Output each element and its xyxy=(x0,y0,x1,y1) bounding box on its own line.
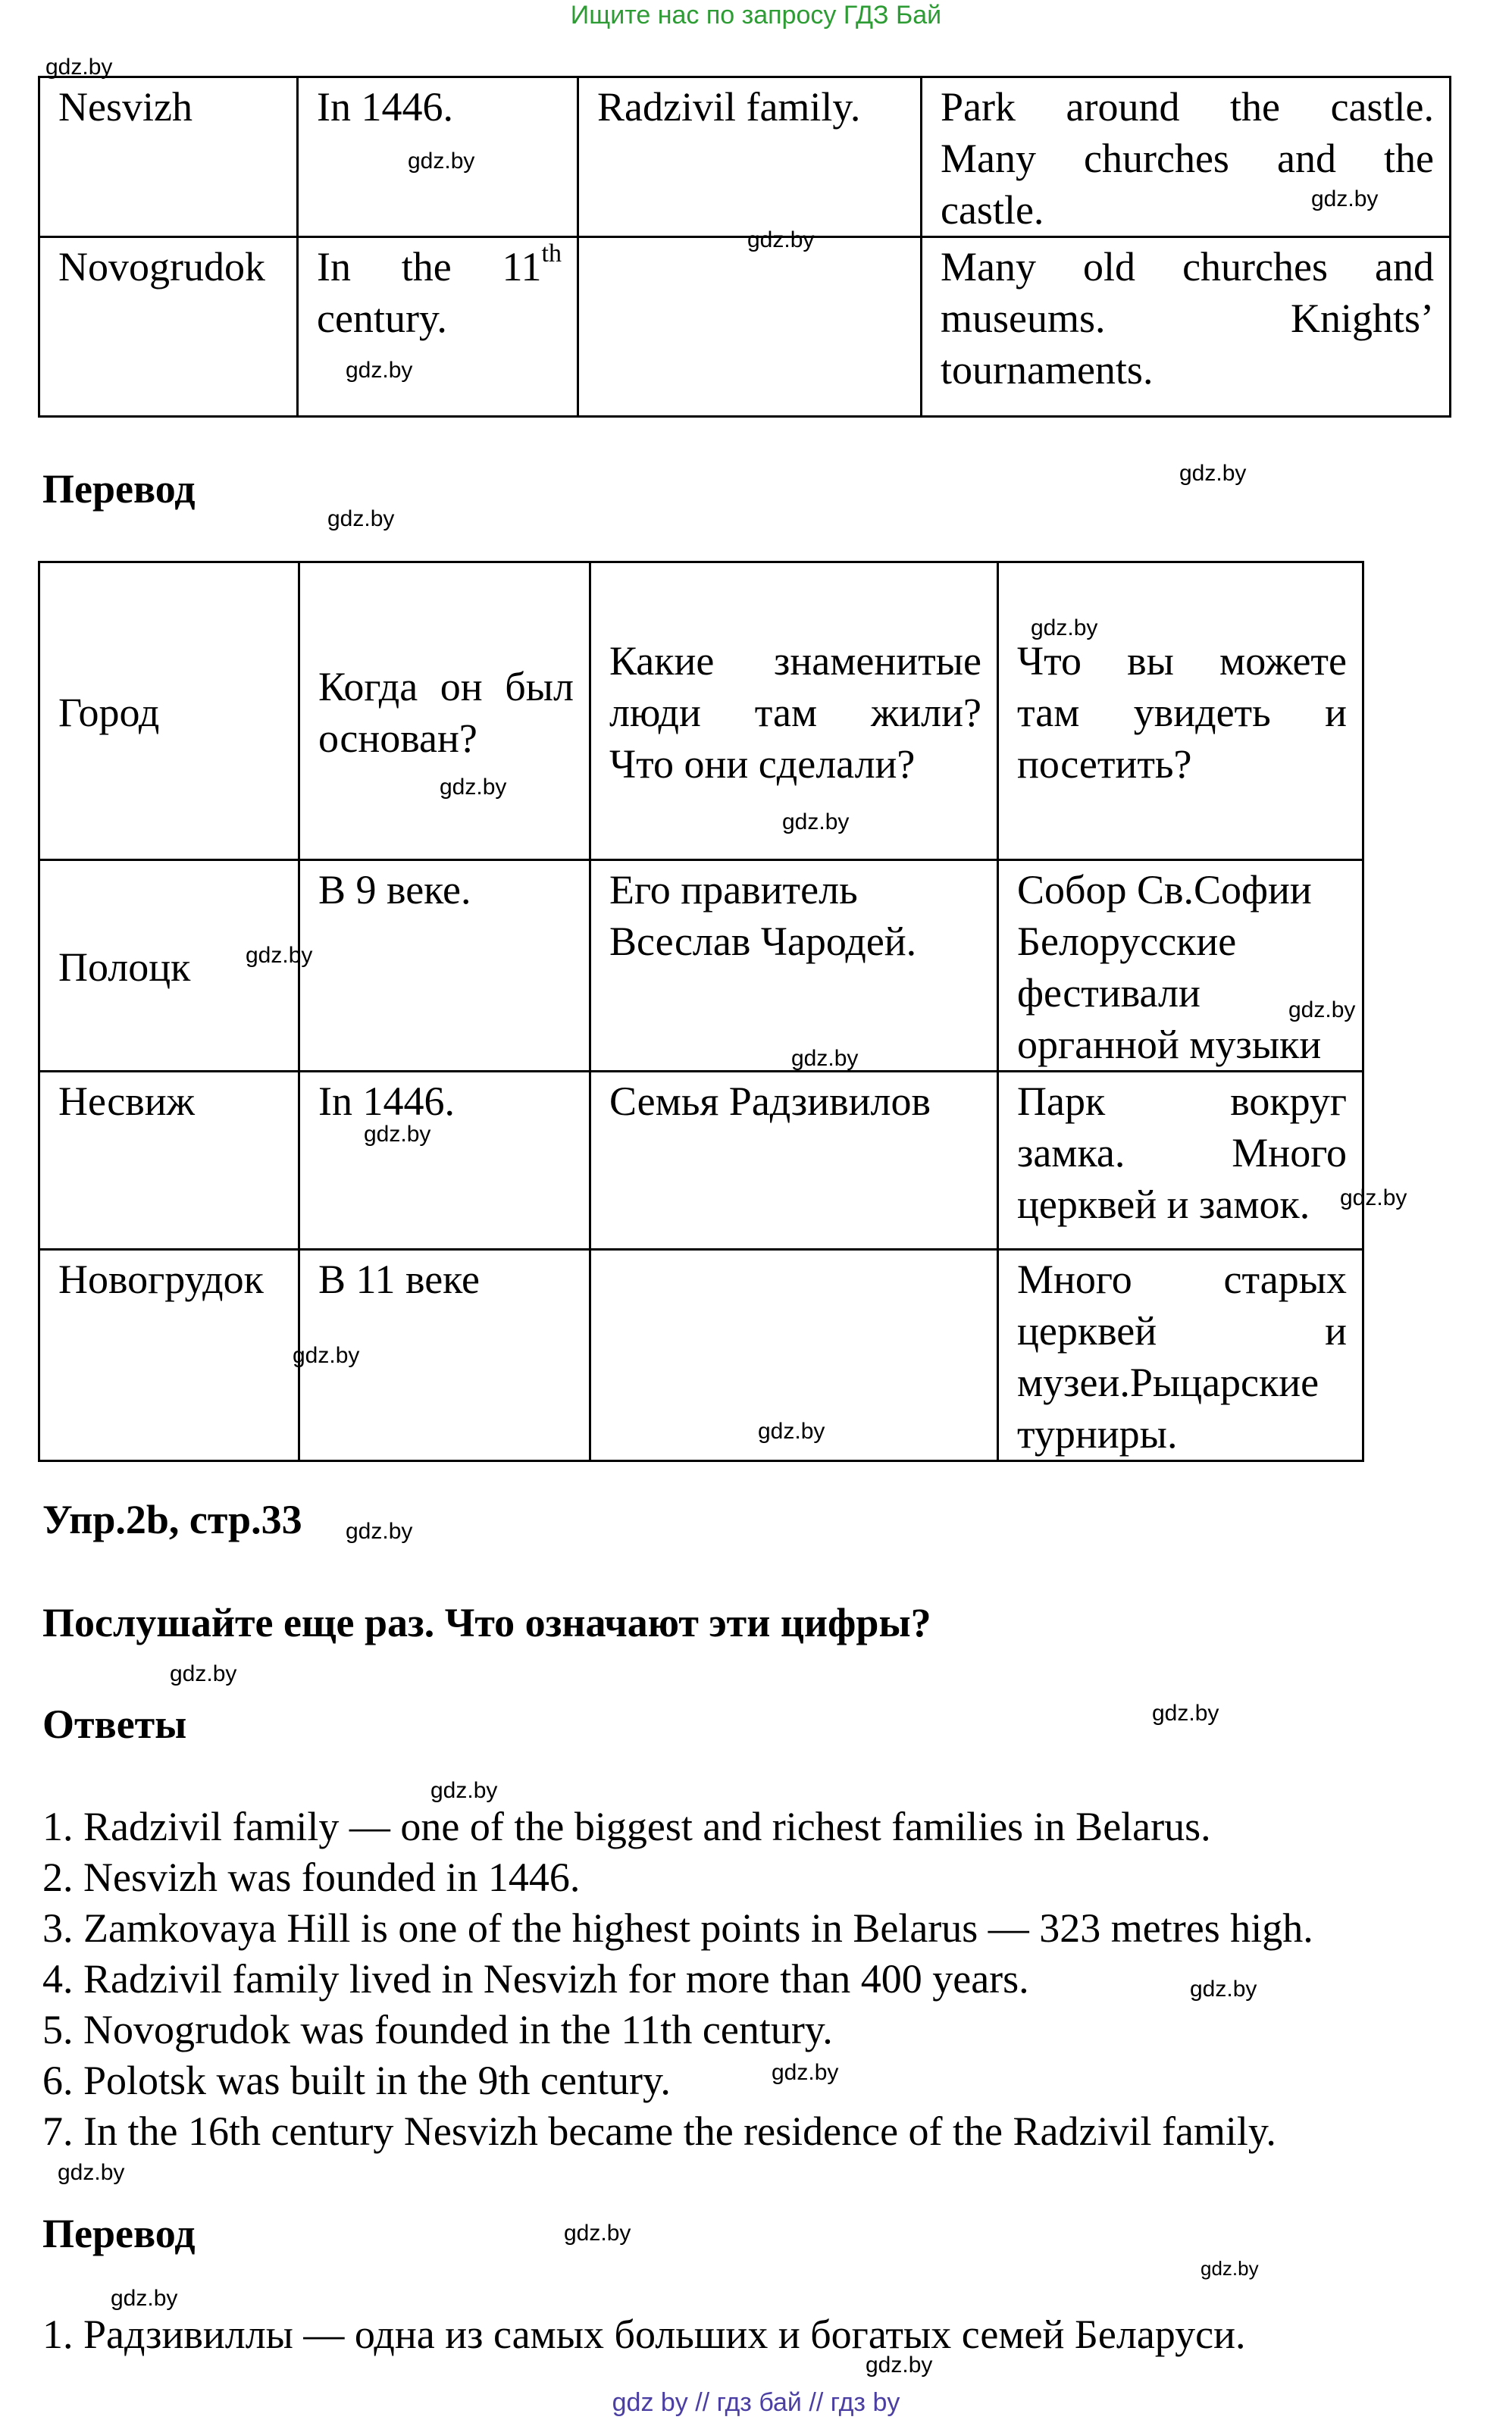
english-table xyxy=(38,76,1451,418)
section-title-translation-2: Перевод xyxy=(42,2211,196,2256)
watermark: gdz.by xyxy=(1031,615,1098,640)
people-cell: Его правитель Всеслав Чародей. xyxy=(590,860,998,1072)
header-founded: Когда он был основан? xyxy=(299,562,590,860)
watermark: gdz.by xyxy=(346,1519,413,1544)
watermark: gdz.by xyxy=(1201,2257,1259,2280)
founded-cell: In 1446. xyxy=(298,77,578,237)
table-row xyxy=(39,237,1451,417)
table-row xyxy=(39,77,1451,237)
watermark: gdz.by xyxy=(866,2353,933,2378)
translation-line: 1. Радзивиллы — одна из самых больших и богатых семей Беларуси. xyxy=(42,2312,1246,2357)
city-cell: Nesvizh xyxy=(39,77,298,237)
watermark: gdz.by xyxy=(791,1046,859,1071)
see-cell: Many old churches and museums. Knights’ tournaments. xyxy=(922,237,1451,417)
list-item: 4. Radzivil family lived in Nesvizh for more than 400 years. xyxy=(42,1956,1029,2002)
question-heading: Послушайте еще раз. Что означают эти цифры? xyxy=(42,1600,931,1645)
header-city: Город xyxy=(39,562,299,860)
site-banner[interactable]: Ищите нас по запросу ГДЗ Бай xyxy=(570,1,942,30)
watermark: gdz.by xyxy=(45,55,113,80)
list-item: 6. Polotsk was built in the 9th century. xyxy=(42,2058,671,2103)
list-item: 1. Radzivil family — one of the biggest and richest families in Belarus. xyxy=(42,1804,1211,1849)
see-cell: Много старых церквей и музеи.Рыцарские турниры. xyxy=(998,1250,1363,1461)
city-cell: Полоцк xyxy=(39,860,299,1072)
table-row xyxy=(39,1250,1363,1461)
founded-cell: В 11 веке xyxy=(299,1250,590,1461)
watermark: gdz.by xyxy=(58,2160,125,2185)
see-cell: Собор Св.Софии Белорусские фестивали органной музыки xyxy=(998,860,1363,1072)
watermark: gdz.by xyxy=(246,943,313,968)
list-item: 2. Nesvizh was founded in 1446. xyxy=(42,1855,581,1900)
watermark: gdz.by xyxy=(564,2221,631,2246)
founded-cell: In 1446. xyxy=(299,1072,590,1250)
exercise-title: Упр.2b, стр.33 xyxy=(42,1497,302,1542)
watermark: gdz.by xyxy=(1179,461,1247,486)
watermark: gdz.by xyxy=(758,1419,825,1444)
watermark: gdz.by xyxy=(1288,997,1356,1022)
city-cell: Novogrudok xyxy=(39,237,298,417)
section-title-translation: Перевод xyxy=(42,466,196,512)
watermark: gdz.by xyxy=(111,2286,178,2311)
see-cell: Парк вокруг замка. Много церквей и замок. xyxy=(998,1072,1363,1250)
russian-table xyxy=(38,561,1364,1462)
table-header-row xyxy=(39,562,1363,860)
list-item: 3. Zamkovaya Hill is one of the highest points in Belarus — 323 metres high. xyxy=(42,1905,1313,1951)
city-cell: Новогрудок xyxy=(39,1250,299,1461)
watermark: gdz.by xyxy=(293,1343,360,1368)
watermark: gdz.by xyxy=(364,1122,431,1147)
watermark: gdz.by xyxy=(327,506,395,531)
footer-links[interactable]: gdz by // гдз бай // гдз by xyxy=(612,2388,900,2417)
watermark: gdz.by xyxy=(1152,1701,1219,1726)
see-cell: Park around the castle. Many churches and the castle. xyxy=(922,77,1451,237)
people-cell: Radzivil family. xyxy=(578,77,922,237)
watermark: gdz.by xyxy=(782,809,850,834)
watermark: gdz.by xyxy=(170,1661,237,1686)
answers-title: Ответы xyxy=(42,1701,187,1747)
watermark: gdz.by xyxy=(430,1778,498,1803)
header-people: Какие знаменитые люди там жили? Что они сделали? xyxy=(590,562,998,860)
header-see: Что вы можете там увидеть и посетить? xyxy=(998,562,1363,860)
watermark: gdz.by xyxy=(772,2060,839,2085)
founded-cell: В 9 веке. xyxy=(299,860,590,1072)
people-cell xyxy=(578,237,922,417)
city-cell: Несвиж xyxy=(39,1072,299,1250)
list-item: 5. Novogrudok was founded in the 11th century. xyxy=(42,2007,833,2052)
founded-cell: In the 11th century. xyxy=(298,237,578,417)
table-row xyxy=(39,860,1363,1072)
watermark: gdz.by xyxy=(408,149,475,174)
watermark: gdz.by xyxy=(440,775,507,800)
watermark: gdz.by xyxy=(346,358,413,383)
list-item: 7. In the 16th century Nesvizh became the residence of the Radzivil family. xyxy=(42,2108,1276,2154)
watermark: gdz.by xyxy=(1311,186,1379,211)
people-cell: Семья Радзивилов xyxy=(590,1072,998,1250)
watermark: gdz.by xyxy=(1190,1977,1257,2002)
table-row xyxy=(39,1072,1363,1250)
watermark: gdz.by xyxy=(1340,1185,1407,1210)
watermark: gdz.by xyxy=(747,227,815,252)
